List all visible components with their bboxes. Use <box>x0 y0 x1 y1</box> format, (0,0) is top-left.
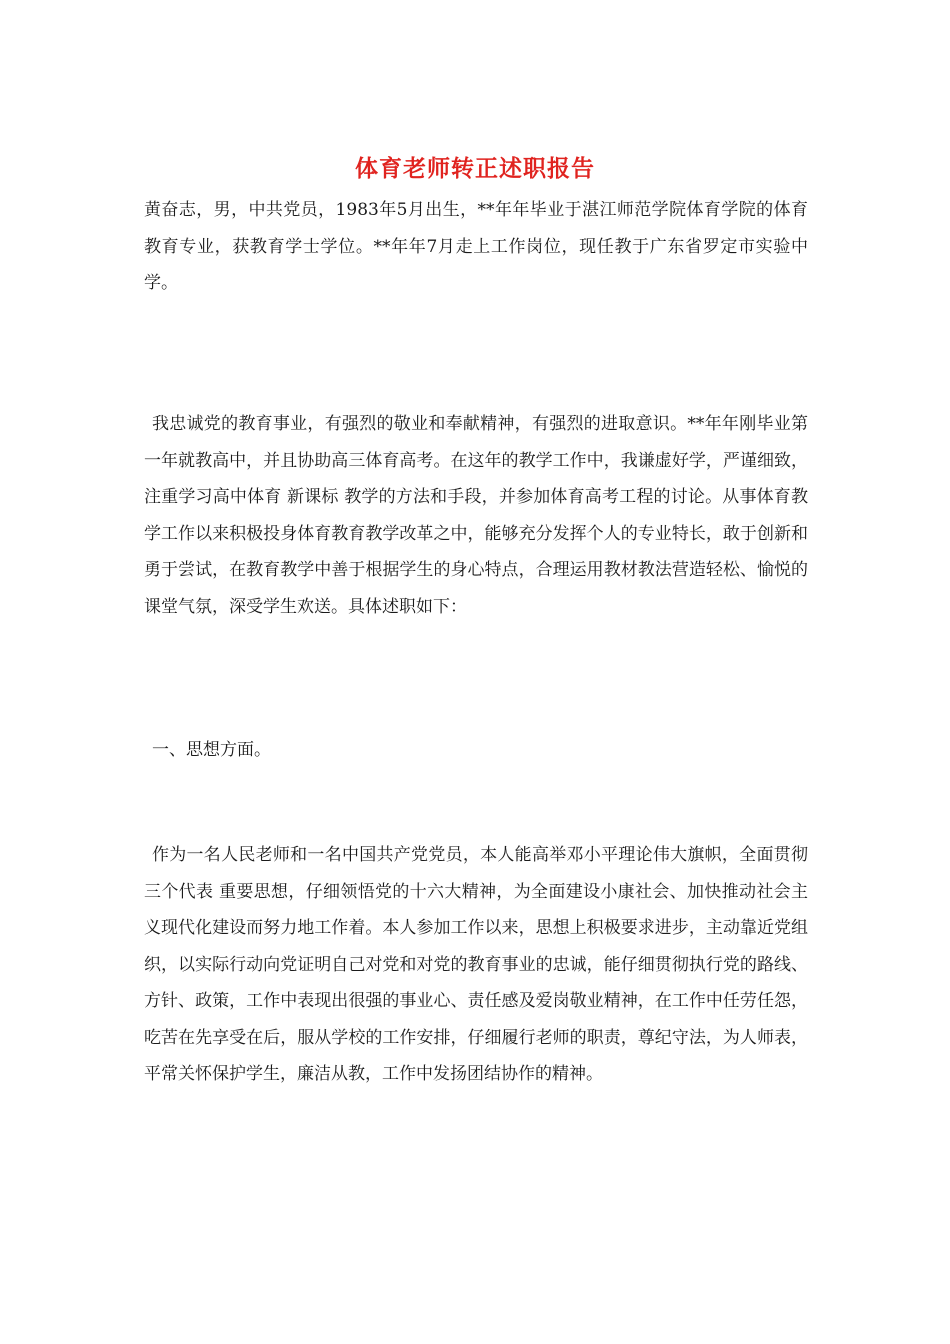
intro-paragraph: 黄奋志，男，中共党员，1983年5月出生，**年年毕业于湛江师范学院体育学院的体育教育专业，获教育学士学位。**年年7月走上工作岗位，现任教于广东省罗定市实验中学。 <box>144 200 808 293</box>
section-heading-ideology: 一、思想方面。 <box>152 740 271 760</box>
body-paragraph-commitment: 我忠诚党的教育事业，有强烈的敬业和奉献精神，有强烈的进取意识。**年年刚毕业第一年就教高中，并且协助高三体育高考。在这年的教学工作中，我谦虚好学，严谨细致，注重学习高中体育 新课标 教学的方法和手段，并参加体育高考工程的讨论。从事体育教学工作以来积极投身体育教育教学改革之中，能够充分发挥个人的专业特长，敢于创新和勇于尝试，在教育教学中善于根据学生的身心特点，合理运用教材教法营造轻松、愉悦的课堂气氛，深受学生欢送。具体述职如下： <box>144 414 808 617</box>
body-paragraph-ideology: 作为一名人民老师和一名中国共产党党员，本人能高举邓小平理论伟大旗帜，全面贯彻 三个代表 重要思想，仔细领悟党的十六大精神，为全面建设小康社会、加快推动社会主义现代化建设而努力地工作着。本人参加工作以来，思想上积极要求进步，主动靠近党组织，以实际行动向党证明自己对党和对党的教育事业的忠诚，能仔细贯彻执行党的路线、方针、政策，工作中表现出很强的事业心、责任感及爱岗敬业精神，在工作中任劳任怨，吃苦在先享受在后，服从学校的工作安排，仔细履行老师的职责，尊纪守法，为人师表，平常关怀保护学生，廉洁从教，工作中发扬团结协作的精神。 <box>144 845 808 1084</box>
document-title: 体育老师转正述职报告 <box>355 155 595 182</box>
